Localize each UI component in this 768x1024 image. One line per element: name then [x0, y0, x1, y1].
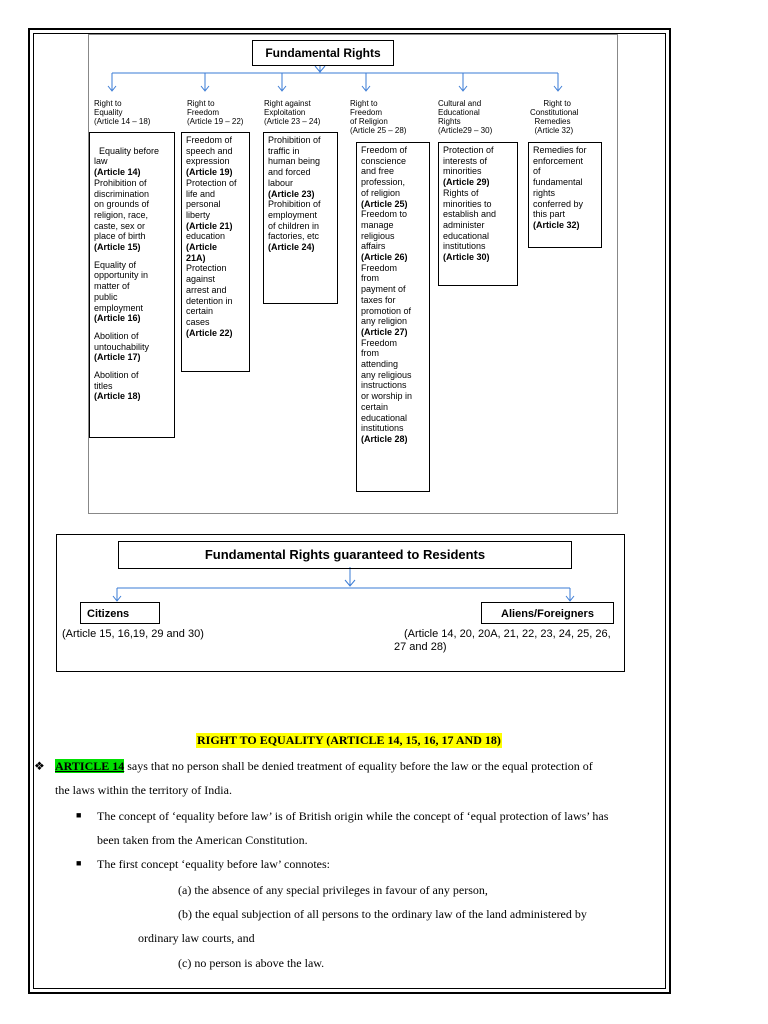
rights-item-text: Abolition of untouchability	[94, 330, 150, 352]
rights-item-text: Freedom of speech and expression	[186, 135, 233, 167]
article-ref: (Article 16)	[94, 313, 141, 324]
bullet1-text: The concept of ‘equality before law’ is of British origin while the concept of ‘equal protection of laws’ has	[97, 809, 609, 823]
residents-diagram-title: Fundamental Rights guaranteed to Residents	[118, 541, 572, 569]
article-ref: (Article 15)	[94, 242, 141, 253]
article-ref: (Article 25)	[361, 198, 408, 209]
article-ref: (Article 18)	[94, 391, 141, 402]
article-ref: (Article 23)	[268, 188, 315, 199]
aliens-articles: (Article 14, 20, 20A, 21, 22, 23, 24, 25, 26, 27 and 28)	[394, 628, 611, 653]
item-b-text: (b) the equal subjection of all persons to the ordinary law of the land administered by	[178, 907, 587, 921]
article-ref: (Article 24)	[268, 242, 315, 253]
remedies-box	[528, 142, 602, 248]
citizens-box: Citizens	[80, 602, 160, 624]
square-bullet-icon: ■	[76, 810, 82, 820]
bullet1-text-cont: been taken from the American Constitution.	[97, 833, 308, 847]
article14-text-cont: the laws within the territory of India.	[55, 783, 232, 797]
article14-text: says that no person shall be denied treatment of equality before the law or the equal protection of	[124, 759, 593, 773]
citizens-articles: (Article 15, 16,19, 29 and 30)	[62, 628, 204, 640]
rights-item-text: Freedom to manage religious affairs	[361, 209, 408, 252]
rights-item-text: Freedom from payment of taxes for promotion of any religion	[361, 262, 412, 327]
category-freedom-of-religion: Right to Freedom of Religion (Article 25 – 28)	[350, 99, 407, 135]
article-ref: (Article 21A)	[186, 242, 218, 263]
category-constitutional-remedies: Right to Constitutional Remedies (Article 32)	[530, 99, 579, 135]
rights-item-text: Prohibition of discrimination on grounds of religion, race, caste, sex or place of birth	[94, 177, 150, 242]
article-ref: (Article 17)	[94, 352, 141, 363]
exploitation-box	[263, 132, 338, 304]
aliens-box: Aliens/Foreigners	[481, 602, 614, 624]
square-bullet-icon: ■	[76, 858, 82, 868]
article-ref: (Article 28)	[361, 433, 408, 444]
cultural-box	[438, 142, 518, 286]
item-b-text-cont: ordinary law courts, and	[138, 931, 255, 945]
rights-item-text: Abolition of titles	[94, 370, 139, 391]
section-heading: RIGHT TO EQUALITY (ARTICLE 14, 15, 16, 17 AND 18)	[197, 733, 501, 747]
rights-item-text: Prohibition of employment of children in factories, etc	[268, 199, 321, 242]
category-cultural-educational: Cultural and Educational Rights (Article29 – 30)	[438, 99, 493, 135]
diagram-title: Fundamental Rights	[252, 40, 394, 66]
category-right-to-freedom: Right to Freedom (Article 19 – 22)	[187, 99, 244, 126]
bullet2-text: The first concept ‘equality before law’ connotes:	[97, 857, 331, 871]
article-ref: (Article 22)	[186, 327, 233, 338]
religion-box	[356, 142, 430, 492]
category-right-against-exploitation: Right against Exploitation (Article 23 – 24)	[264, 99, 321, 126]
rights-item-text: Freedom of conscience and free profession, of religion	[361, 145, 408, 198]
article-ref: (Article 26)	[361, 252, 408, 263]
rights-item-text: Rights of minorities to establish and administer educational institutions	[443, 187, 497, 252]
article14-paragraph	[55, 754, 593, 778]
equality-box	[89, 132, 175, 438]
category-right-to-equality: Right to Equality (Article 14 – 18)	[94, 99, 151, 126]
rights-item-text: Protection of interests of minorities	[443, 145, 494, 177]
rights-item-text: Prohibition of traffic in human being and forced labour	[268, 135, 321, 188]
rights-item-text: Equality before law	[94, 145, 160, 167]
rights-item-text: Protection against arrest and detention in certain cases	[186, 263, 233, 327]
article-ref: (Article 27)	[361, 326, 408, 337]
article-ref: (Article 30)	[443, 252, 490, 263]
rights-item-text: Freedom from attending any religious instructions or worship in certain educational institutions	[361, 337, 413, 434]
article-ref: (Article 32)	[533, 219, 580, 230]
article14-label: ARTICLE 14	[55, 759, 125, 773]
rights-item-text: Equality of opportunity in matter of public employment	[94, 259, 149, 313]
article-ref: (Article 14)	[94, 167, 141, 178]
rights-item-text: Protection of life and personal liberty	[186, 177, 237, 220]
article-ref: (Article 29)	[443, 177, 490, 188]
article-ref: (Article 21)	[186, 220, 233, 231]
rights-item-text: Remedies for enforcement of fundamental rights conferred by this part	[533, 145, 587, 220]
diamond-bullet-icon: ❖	[34, 759, 45, 773]
rights-item-text: education	[186, 231, 226, 242]
freedom-box	[181, 132, 250, 372]
item-a-text: (a) the absence of any special privileges in favour of any person,	[178, 883, 488, 897]
item-c-text: (c) no person is above the law.	[178, 956, 325, 970]
article-ref: (Article 19)	[186, 167, 233, 178]
